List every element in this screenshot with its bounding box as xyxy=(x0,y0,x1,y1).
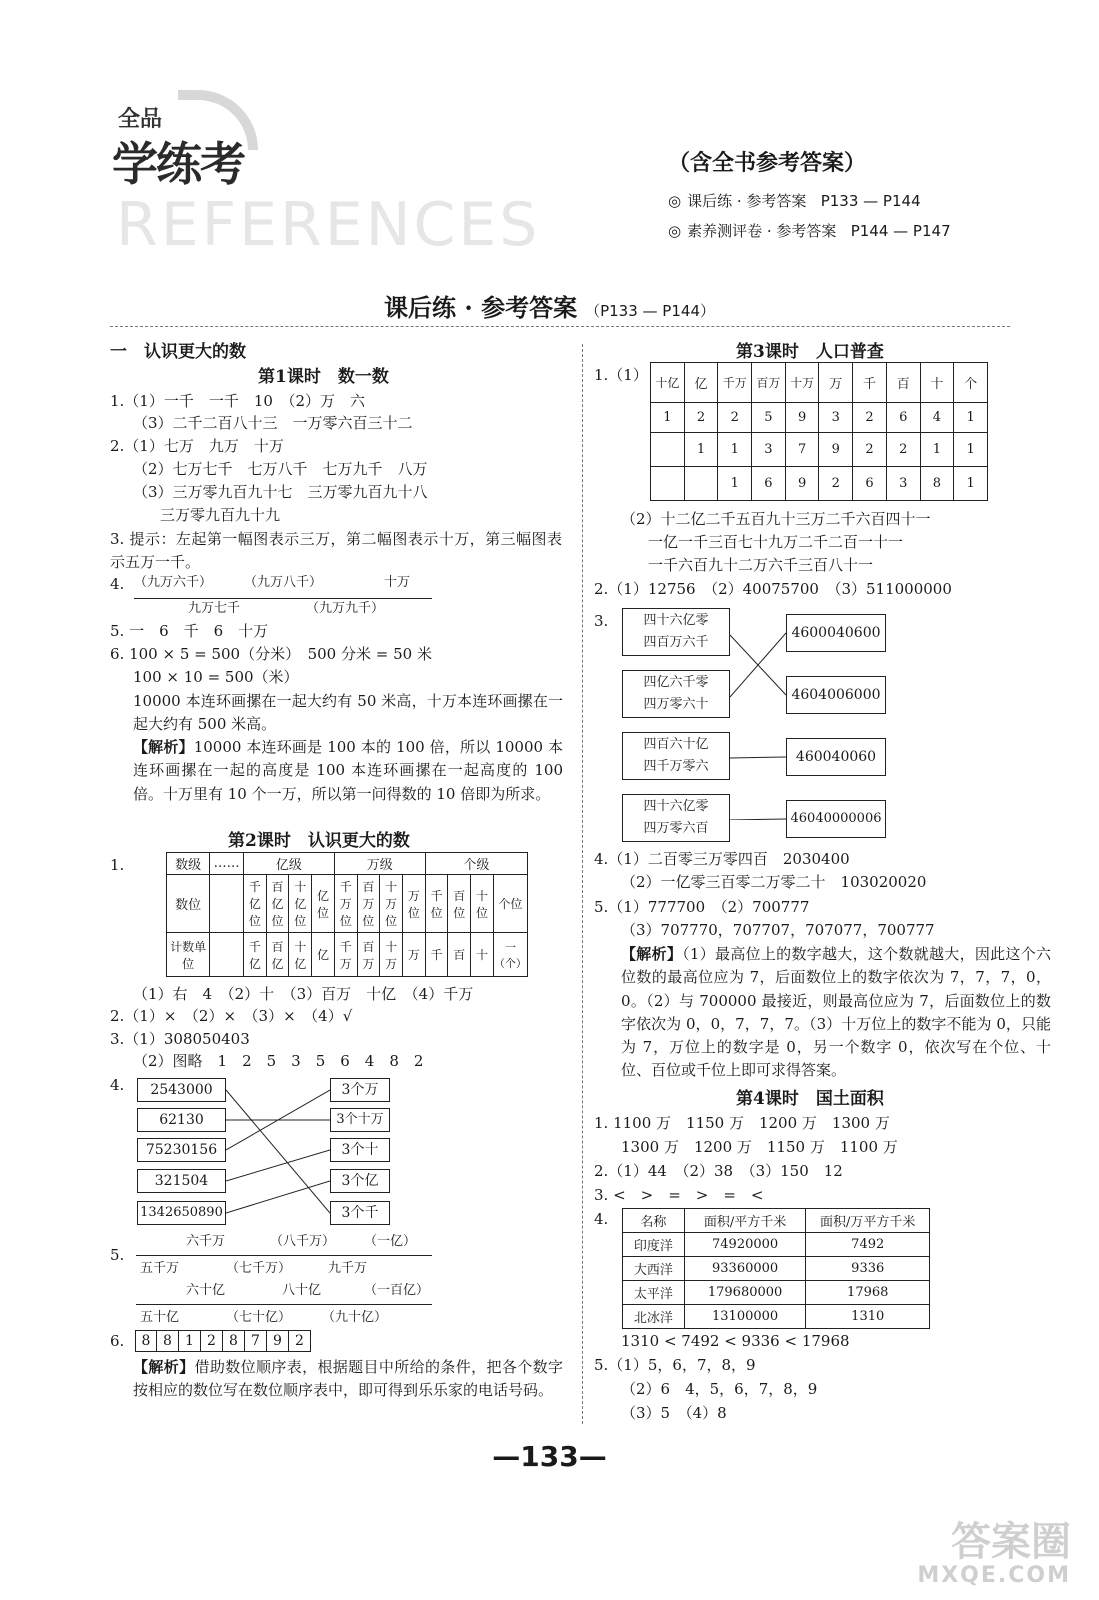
answer-line: 2.（1）× （2）× （3）× （4）√ xyxy=(110,1007,353,1025)
match-unit[interactable]: 3个千 xyxy=(330,1201,390,1225)
numberline-label: （九万九千） xyxy=(306,601,385,616)
numberline-label: （七千万） xyxy=(226,1261,292,1276)
numberline-label: （九万六千） xyxy=(134,575,213,590)
answer-line: （2）图略 1 2 5 3 5 6 4 8 2 xyxy=(133,1052,424,1070)
answer-line: 5.（1）5，6，7，8，9 xyxy=(594,1356,756,1374)
answer-line: 4.（1）二百零三万零四百 2030400 xyxy=(594,850,850,868)
answer-line: （2）6 4，5，6，7，8，9 xyxy=(621,1380,818,1398)
answer-line: （1）右 4 （2）十 （3）百万 十亿 （4）千万 xyxy=(133,985,474,1003)
number-line xyxy=(136,1255,432,1256)
analysis-paragraph: 【解析】（1）最高位上的数字越大，这个数就越大，因此这个六位数的最高位应为 7，后面数位上的数字依次为 7，7，7，0，0。（2）与 700000 最接近，则最高位应为 7，后面数位上的数字依次为 0，0，7，7，7。（3）十万位上的数字不能为 0，只能为 7，万位上的数字是 0，另一个数字 0，依次写在个位、十位、百位或千位上即可求得答案。 xyxy=(621,945,1051,1080)
number-line xyxy=(136,1304,432,1305)
numberline-label: （一亿） xyxy=(364,1234,417,1249)
numberline-label: 八十亿 xyxy=(282,1283,322,1298)
unit-title: 一 认识更大的数 xyxy=(110,342,246,362)
dashed-divider xyxy=(110,326,1010,327)
match-number[interactable]: 321504 xyxy=(137,1169,226,1193)
match-number[interactable]: 46040000006 xyxy=(786,800,886,838)
answer-line: 5.（1）777700 （2）700777 xyxy=(594,898,810,916)
match-words[interactable]: 四十六亿零 四万零六百 xyxy=(622,794,730,842)
answer-line: 1300 万 1200 万 1150 万 1100 万 xyxy=(621,1138,898,1156)
numberline-label: 十万 xyxy=(384,575,411,590)
number-line xyxy=(134,598,432,599)
lesson-4-title: 第4课时 国土面积 xyxy=(736,1089,884,1109)
analysis-paragraph: 【解析】10000 本连环画是 100 本的 100 倍，所以 10000 本连环画摞在一起的高度是 100 本连环画摞在一起高度的 100 倍。十万里有 10 个一万，所以第一问得数的 10 倍即为所求。 xyxy=(133,738,563,803)
match-number[interactable]: 2543000 xyxy=(137,1078,226,1102)
site-watermark: 答案圈 MXQE.COM xyxy=(917,1519,1071,1588)
numberline-label: （一百亿） xyxy=(364,1283,430,1298)
bullet-icon: ◎ xyxy=(668,192,682,210)
column-divider xyxy=(582,344,583,1424)
match-unit[interactable]: 3个十万 xyxy=(330,1108,390,1132)
answer-line: 5. 一 6 千 6 十万 xyxy=(110,622,269,640)
ocean-area-table: 名称 面积/平方千米 面积/万平方千米 印度洋 74920000 7492 大西洋 93360000 9336 太平洋 179680000 17968 北冰洋 13100000 1310 xyxy=(622,1208,930,1329)
answer-line: （3）三万零九百九十七 三万零九百九十八 xyxy=(133,483,428,501)
section-pages: （P133 — P144） xyxy=(585,302,715,320)
match-number[interactable]: 4600040600 xyxy=(786,614,886,652)
match-words[interactable]: 四百六十亿 四千万零六 xyxy=(622,732,730,780)
answer-line: 3. < > = > = < xyxy=(594,1186,764,1204)
answer-line: 2.（1）七万 九万 十万 xyxy=(110,437,284,455)
match-number[interactable]: 4604006000 xyxy=(786,676,886,714)
numberline-label: 五十亿 xyxy=(140,1310,180,1325)
logo-small-text: 全品 xyxy=(118,107,163,132)
match-words[interactable]: 四十六亿零 四百万六千 xyxy=(622,608,730,656)
numberline-label: 六十亿 xyxy=(186,1283,226,1298)
numberline-label: 六千万 xyxy=(186,1234,226,1249)
answer-line: （2）七万七千 七万八千 七万九千 八万 xyxy=(133,460,428,478)
match-number[interactable]: 460040060 xyxy=(786,738,886,776)
match-words[interactable]: 四亿六千零 四万零六十 xyxy=(622,670,730,718)
answer-line: 3.（1）308050403 xyxy=(110,1030,250,1048)
answer-line: 1310 < 7492 < 9336 < 17968 xyxy=(621,1332,850,1350)
section-title: 课后练 · 参考答案 （P133 — P144） xyxy=(384,293,715,322)
answer-line: （3）707770，707707，707077，700777 xyxy=(621,921,935,939)
answer-line: （2）十二亿二千五百九十三万二千六百四十一 xyxy=(621,510,931,528)
numberline-label: （七十亿） xyxy=(226,1310,292,1325)
numberline-label: （八千万） xyxy=(270,1234,336,1249)
match-unit[interactable]: 3个十 xyxy=(330,1138,390,1162)
answer-line: （2）一亿零三百零二万零二十 103020020 xyxy=(621,873,927,891)
matching-lines xyxy=(730,630,786,820)
answer-line: 2.（1）44 （2）38 （3）150 12 xyxy=(594,1162,843,1180)
match-unit[interactable]: 3个万 xyxy=(330,1078,390,1102)
answer-paragraph: 10000 本连环画摞在一起大约有 50 米高，十万本连环画摞在一起大约有 500 米高。 xyxy=(133,692,563,734)
toc-item-2[interactable]: ◎ 素养测评卷 · 参考答案 P144 — P147 xyxy=(668,222,951,240)
population-table: 十亿 亿 千万 百万 十万 万 千 百 十 个 1 2 2 5 9 3 2 6 4 1 1 1 3 7 9 2 2 1 1 1 6 9 2 6 3 8 1 xyxy=(650,362,988,501)
match-number[interactable]: 75230156 xyxy=(137,1138,226,1162)
bullet-icon: ◎ xyxy=(668,222,682,240)
numberline-label: （九万八千） xyxy=(244,575,323,590)
answer-paragraph: 3. 提示：左起第一幅图表示三万，第二幅图表示十万，第三幅图表示五万一千。 xyxy=(110,530,562,572)
numberline-label: 九万七千 xyxy=(188,601,241,616)
match-number[interactable]: 1342650890 xyxy=(137,1201,226,1225)
answer-line: 6. 100 × 5 = 500（分米） 500 分米 = 50 米 xyxy=(110,645,432,663)
book-note: （含全书参考答案） xyxy=(668,150,867,176)
toc-item-1[interactable]: ◎ 课后练 · 参考答案 P133 — P144 xyxy=(668,192,921,210)
match-number[interactable]: 62130 xyxy=(137,1108,226,1132)
answer-line: （3）5 （4）8 xyxy=(621,1404,727,1422)
lesson-1-title: 第1课时 数一数 xyxy=(258,367,389,387)
phone-digit-boxes: 8 8 1 2 8 7 9 2 xyxy=(135,1330,311,1352)
lesson-2-title: 第2课时 认识更大的数 xyxy=(228,831,410,851)
matching-lines xyxy=(226,1080,330,1225)
match-unit[interactable]: 3个亿 xyxy=(330,1169,390,1193)
numberline-label: 九千万 xyxy=(328,1261,368,1276)
numberline-label: （九十亿） xyxy=(322,1310,388,1325)
numberline-label: 五千万 xyxy=(140,1261,180,1276)
place-value-table: 数级 …… 亿级 万级 个级 数位 千亿位 百亿位 十亿位 亿位 千万位 百万位 十万位 万位 千位 百位 十位 个位 计数单位 千亿 百亿 十亿 亿 千万 百万 十万 万 千 百 十 一（个） xyxy=(166,852,528,977)
answer-line: 一亿一千三百七十九万二千二百一十一 xyxy=(648,533,904,551)
answer-line: 三万零九百九十九 xyxy=(160,506,281,524)
references-watermark: REFERENCES xyxy=(116,190,541,260)
lesson-3-title: 第3课时 人口普查 xyxy=(736,342,884,362)
answer-line: 一千六百九十二万六千三百八十一 xyxy=(648,556,874,574)
answer-line: 2.（1）12756 （2）40075700 （3）511000000 xyxy=(594,580,952,598)
analysis-paragraph: 【解析】借助数位顺序表，根据题目中所给的条件，把各个数字按相应的数位写在数位顺序表中，即可得到乐乐家的电话号码。 xyxy=(133,1358,563,1400)
answer-line: 100 × 10 = 500（米） xyxy=(133,668,299,686)
page-number: —133— xyxy=(492,1440,607,1473)
logo-title: 学练考 xyxy=(112,137,244,191)
answer-line: 1. 1100 万 1150 万 1200 万 1300 万 xyxy=(594,1114,890,1132)
answer-line: （3）二千二百八十三 一万零六百三十二 xyxy=(133,414,413,432)
answer-line: 1.（1）一千 一千 10 （2）万 六 xyxy=(110,392,365,410)
